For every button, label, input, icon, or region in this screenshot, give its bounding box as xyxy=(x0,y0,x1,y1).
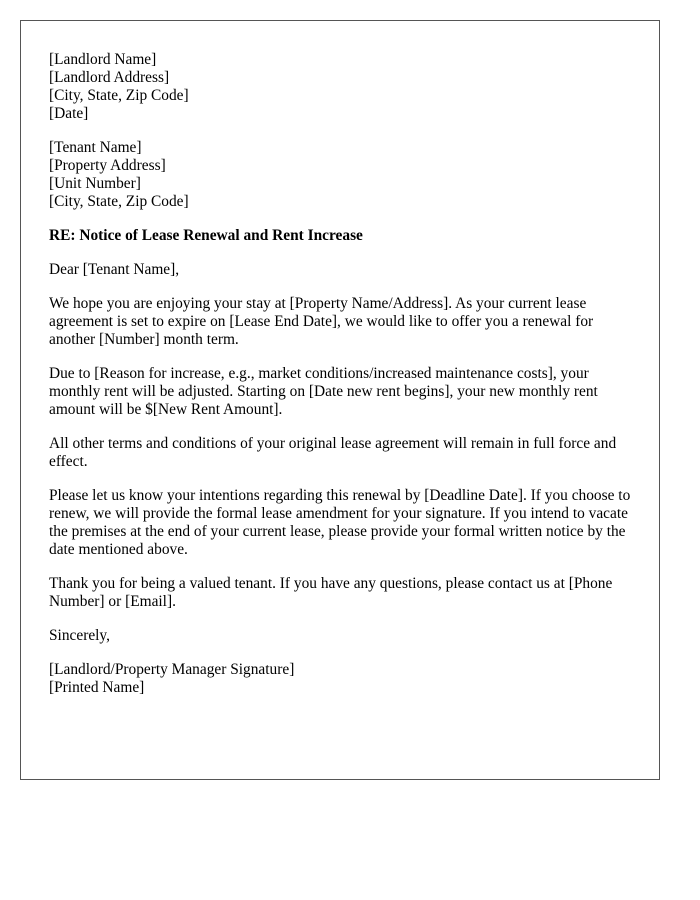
signature-block xyxy=(49,661,631,697)
letter-date: [Date] xyxy=(49,105,89,122)
salutation: Dear [Tenant Name], xyxy=(49,261,180,278)
recipient-city-state-zip: [City, State, Zip Code] xyxy=(49,193,189,210)
recipient-property-address: [Property Address] xyxy=(49,157,166,174)
recipient-name: [Tenant Name] xyxy=(49,139,142,156)
body-paragraph-4: Please let us know your intentions regarding this renewal by [Deadline Date]. If you choose to renew, we will provide the formal lease amendment for your signature. If you intend to vacate the premises at the end of your current lease, please provide your formal written notice by the date mentioned above. xyxy=(49,487,631,558)
body-paragraph-2: Due to [Reason for increase, e.g., market conditions/increased maintenance costs], your monthly rent will be adjusted. Starting on [Date new rent begins], your new monthly rent amount will be $[New Rent Amount]. xyxy=(49,365,598,418)
sender-address: [Landlord Address] xyxy=(49,69,170,86)
letter-page xyxy=(20,20,660,780)
sender-block xyxy=(49,51,631,123)
body-paragraph-1: We hope you are enjoying your stay at [Property Name/Address]. As your current lease agreement is set to expire on [Lease End Date], we would like to offer you a renewal for another [Number] month term. xyxy=(49,295,594,348)
recipient-unit: [Unit Number] xyxy=(49,175,141,192)
closing: Sincerely, xyxy=(49,627,110,644)
body-paragraph-5: Thank you for being a valued tenant. If you have any questions, please contact us at [Phone Number] or [Email]. xyxy=(49,575,613,610)
sender-city-state-zip: [City, State, Zip Code] xyxy=(49,87,189,104)
printed-name: [Printed Name] xyxy=(49,679,145,696)
signature-line: [Landlord/Property Manager Signature] xyxy=(49,661,295,678)
recipient-block xyxy=(49,139,631,211)
body-paragraph-3: All other terms and conditions of your original lease agreement will remain in full force and effect. xyxy=(49,435,617,470)
sender-name: [Landlord Name] xyxy=(49,51,157,68)
subject-line: RE: Notice of Lease Renewal and Rent Increase xyxy=(49,227,363,244)
